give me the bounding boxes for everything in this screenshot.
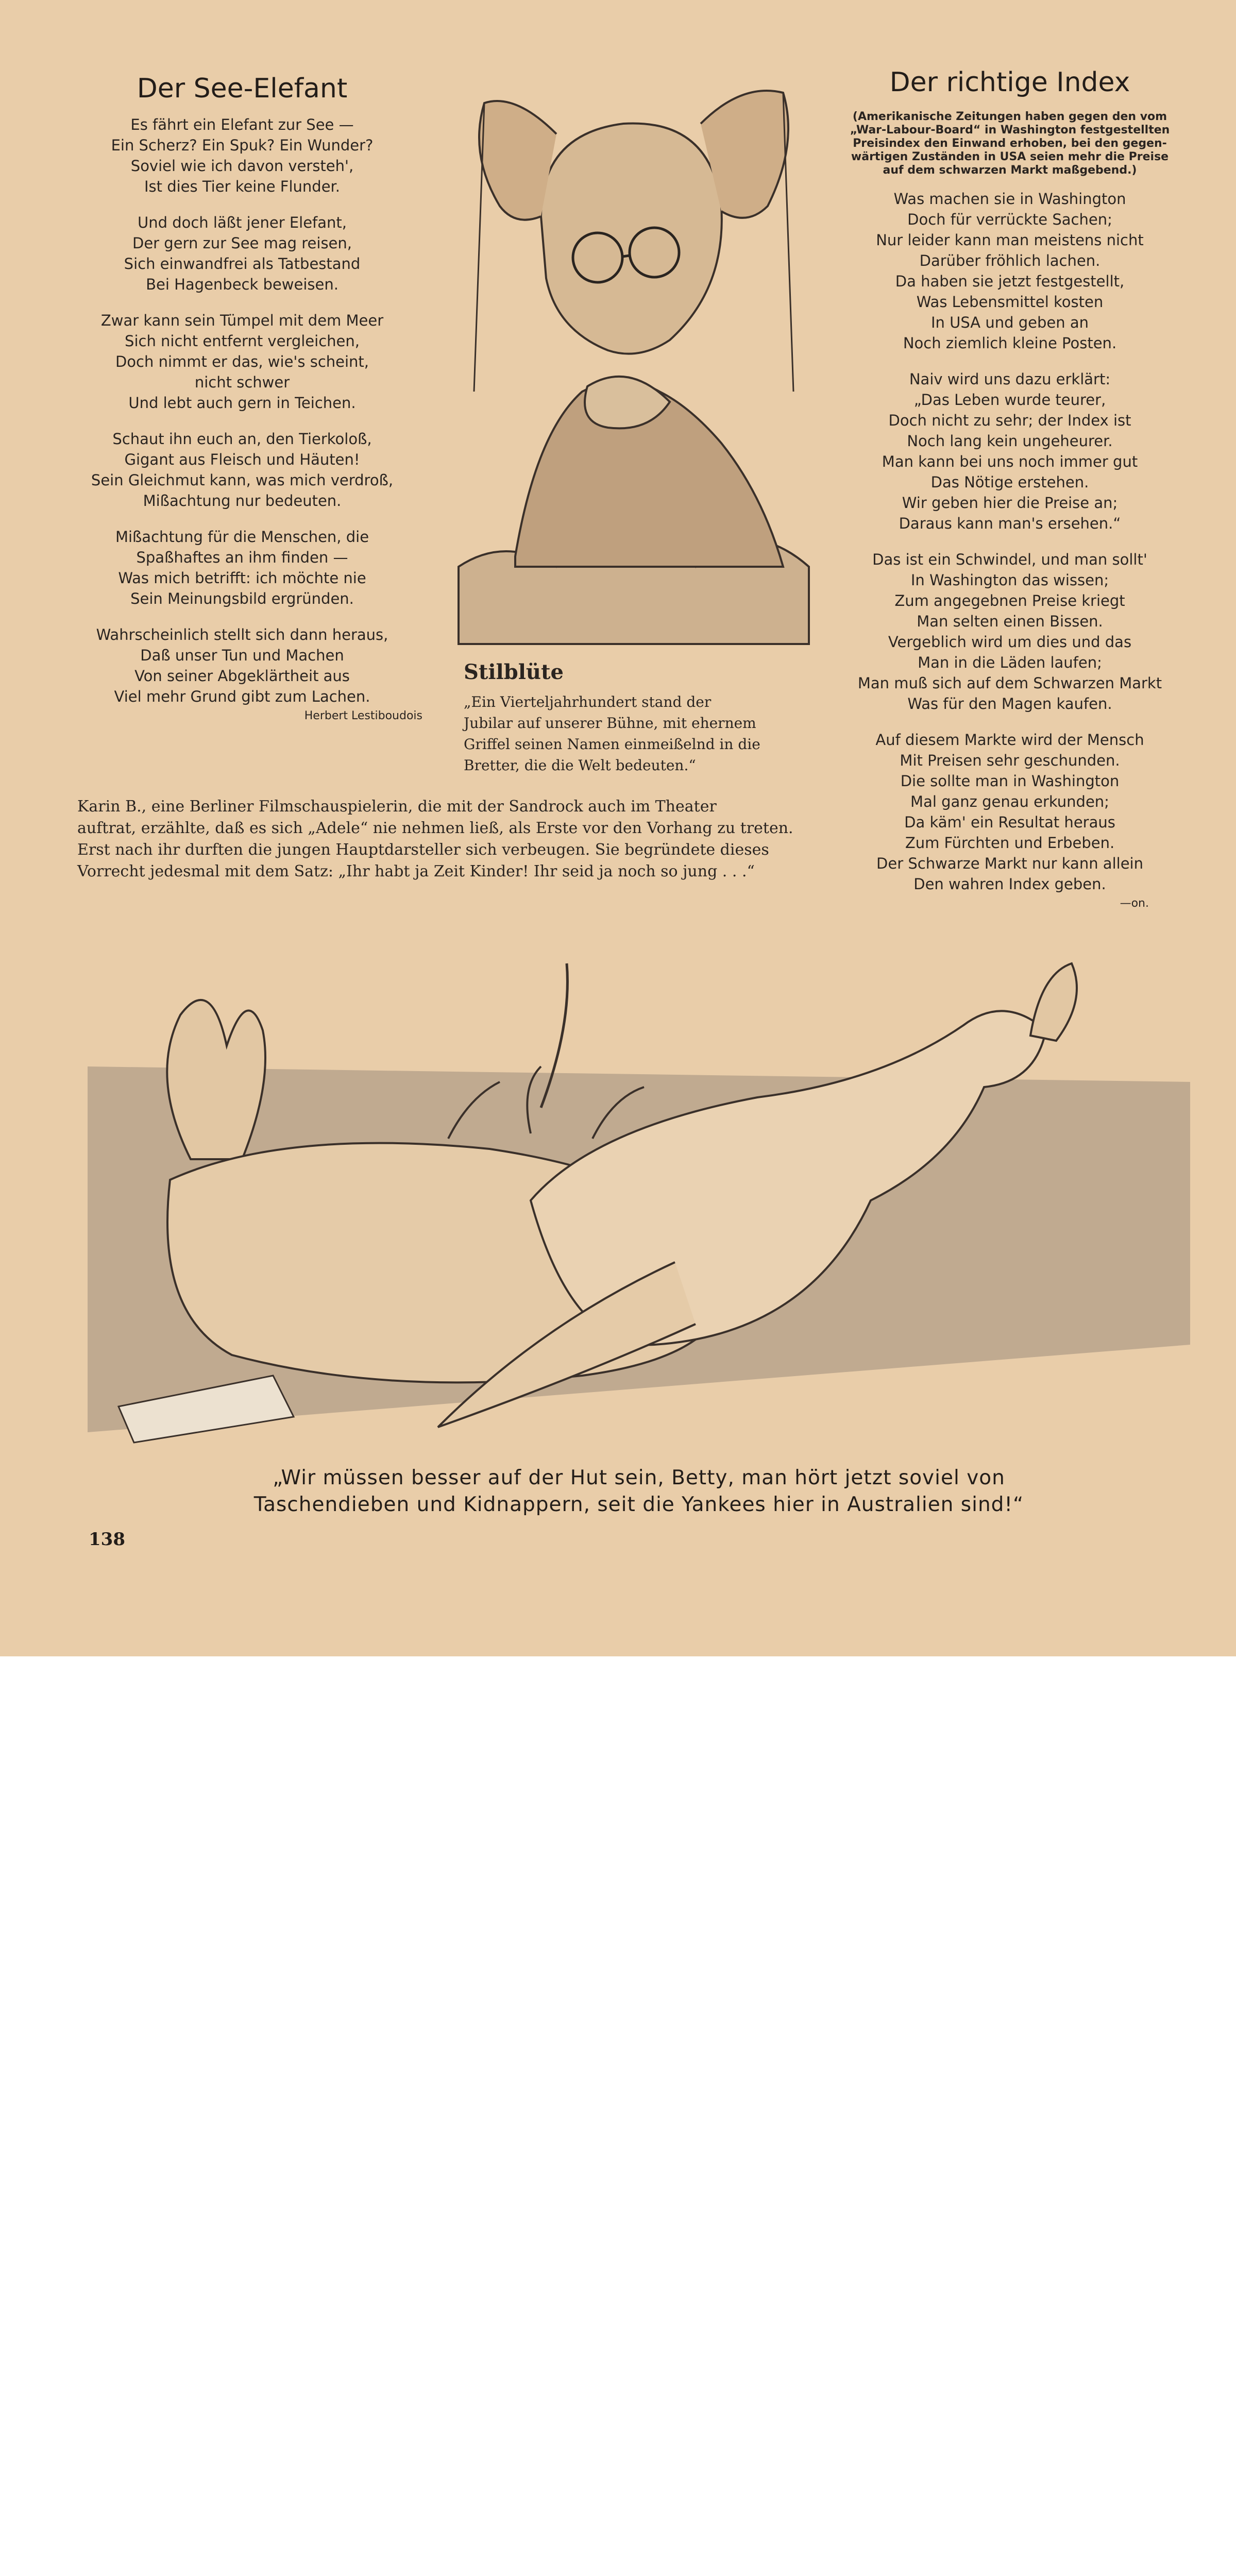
note-line: (Amerikanische Zeitungen haben gegen den vom [852, 110, 1167, 123]
poem-line: Mit Preisen sehr geschunden. [900, 752, 1120, 769]
poem-line: Spaßhaftes an ihm finden — [136, 549, 348, 566]
poem-line: Nur leider kann man meistens nicht [876, 231, 1144, 249]
poem-line: Ein Scherz? Ein Spuk? Ein Wunder? [111, 137, 374, 154]
anecdote-line: Karin B., eine Berliner Filmschauspielerin, die mit der Sandrock auch im Theater [77, 798, 717, 816]
poem-line: Daraus kann man's ersehen.“ [899, 515, 1121, 532]
poem-line: nicht schwer [194, 374, 290, 391]
right-poem-note [840, 110, 1180, 177]
poem-line: Was für den Magen kaufen. [907, 695, 1112, 713]
stilbluete-title: Stilblüte [464, 660, 564, 684]
right-poem-stanzas [840, 189, 1180, 894]
poem-line: Wir geben hier die Preise an; [902, 494, 1118, 512]
poem-line: Man muß sich auf dem Schwarzen Markt [857, 674, 1162, 692]
poem-stanza [62, 527, 422, 609]
poem-line: Die sollte man in Washington [900, 772, 1120, 790]
poem-line: Von seiner Abgeklärtheit aus [134, 667, 350, 685]
poem-stanza [62, 212, 422, 295]
poem-line: Doch nimmt er das, wie's scheint, [115, 353, 369, 370]
stilbluete-line: Griffel seinen Namen einmeißelnd in die [464, 736, 760, 753]
stilbluete-section [464, 659, 804, 776]
poem-stanza [62, 624, 422, 707]
note-line: Preisindex den Einwand erhoben, bei den gegen- [853, 137, 1167, 150]
poem-line: Daß unser Tun und Machen [140, 647, 344, 664]
poem-line: Den wahren Index geben. [913, 875, 1106, 893]
poem-line: Naiv wird uns dazu erklärt: [909, 370, 1111, 388]
poem-line: Sich einwandfrei als Tatbestand [124, 255, 361, 273]
poem-line: Ist dies Tier keine Flunder. [144, 178, 341, 195]
poem-line: Soviel wie ich davon versteh', [130, 157, 354, 175]
poem-line: Sein Gleichmut kann, was mich verdroß, [91, 471, 394, 489]
poem-line: Bei Hagenbeck beweisen. [146, 276, 338, 293]
poem-line: Noch ziemlich kleine Posten. [903, 334, 1117, 352]
stilbluete-line: „Ein Vierteljahrhundert stand der [464, 693, 712, 710]
poem-stanza [840, 189, 1180, 353]
anecdote-line: Erst nach ihr durften die jungen Hauptdarsteller sich verbeugen. Sie begründete dieses [77, 841, 769, 859]
poem-stanza [62, 310, 422, 413]
poem-line: Und lebt auch gern in Teichen. [128, 394, 356, 412]
poem-line: Sich nicht entfernt vergleichen, [125, 332, 360, 350]
poem-line: Was machen sie in Washington [893, 190, 1126, 208]
poem-line: Mal ganz genau erkunden; [910, 793, 1109, 810]
poem-line: Der gern zur See mag reisen, [132, 234, 352, 252]
poem-line: Noch lang kein ungeheurer. [907, 432, 1113, 450]
poem-line: Und doch läßt jener Elefant, [137, 214, 347, 231]
poem-stanza [62, 114, 422, 197]
caption-line-1: „Wir müssen besser auf der Hut sein, Betty, man hört jetzt soviel von [273, 1466, 1005, 1489]
poem-line: Zum Fürchten und Erbeben. [905, 834, 1115, 852]
poem-line: Man selten einen Bissen. [917, 613, 1103, 630]
left-poem [62, 72, 422, 723]
right-poem-author: —on. [1120, 897, 1149, 910]
note-line: auf dem schwarzen Markt maßgebend.) [883, 164, 1137, 177]
poem-line: In USA und geben an [930, 314, 1089, 331]
poem-line: Schaut ihn euch an, den Tierkoloß, [112, 430, 372, 448]
poem-stanza [62, 429, 422, 511]
poem-line: Wahrscheinlich stellt sich dann heraus, [96, 626, 388, 643]
poem-line: Mißachtung für die Menschen, die [115, 528, 369, 546]
note-line: „War-Labour-Board“ in Washington festgestellten [850, 124, 1170, 137]
page-number: 138 [89, 1529, 125, 1550]
poem-line: Zwar kann sein Tümpel mit dem Meer [100, 312, 384, 329]
note-line: wärtigen Zuständen in USA seien mehr die Preise [851, 150, 1169, 163]
caption-line-2: Taschendieben und Kidnappern, seit die Yankees hier in Australien sind!“ [253, 1493, 1024, 1516]
poem-line: Man kann bei uns noch immer gut [882, 453, 1138, 470]
poem-line: Vergeblich wird um dies und das [888, 633, 1132, 651]
stilbluete-line: Jubilar auf unserer Bühne, mit ehernem [464, 715, 756, 732]
poem-line: Gigant aus Fleisch und Häuten! [124, 451, 360, 468]
poem-line: Mißachtung nur bedeuten. [143, 492, 342, 510]
kangaroo-illustration [77, 912, 1206, 1458]
poem-line: Da haben sie jetzt festgestellt, [895, 273, 1125, 290]
stilbluete-text [464, 691, 804, 776]
left-poem-stanzas [62, 114, 422, 707]
poem-line: Es fährt ein Elefant zur See — [130, 116, 354, 133]
poem-line: „Das Leben wurde teurer, [913, 391, 1106, 409]
cartoon-caption [227, 1465, 1051, 1518]
poem-line: Da käm' ein Resultat heraus [904, 814, 1115, 831]
poem-line: Sein Meinungsbild ergründen. [130, 590, 354, 607]
poem-line: Doch nicht zu sehr; der Index ist [888, 412, 1131, 429]
stilbluete-line: Bretter, die die Welt bedeuten.“ [464, 757, 696, 774]
anecdote-paragraph [77, 796, 799, 883]
anecdote-line: auftrat, erzählte, daß es sich „Adele“ nie nehmen ließ, als Erste vor den Vorhang zu treten. [77, 819, 793, 837]
caricature-illustration [453, 72, 814, 649]
poem-line: Auf diesem Markte wird der Mensch [875, 731, 1144, 749]
poem-line: Man in die Läden laufen; [918, 654, 1102, 671]
poem-stanza [840, 730, 1180, 894]
left-poem-author: Herbert Lestiboudois [304, 709, 422, 722]
poem-line: Was mich betrifft: ich möchte nie [118, 569, 366, 587]
poem-line: Doch für verrückte Sachen; [907, 211, 1112, 228]
footer-bar [0, 1656, 1236, 1754]
poem-line: Darüber fröhlich lachen. [919, 252, 1100, 269]
poem-line: In Washington das wissen; [910, 571, 1109, 589]
poem-line: Das Nötige erstehen. [930, 473, 1089, 491]
poem-stanza [840, 369, 1180, 534]
left-poem-title: Der See-Elefant [137, 73, 348, 104]
poem-stanza [840, 549, 1180, 714]
poem-line: Viel mehr Grund gibt zum Lachen. [114, 688, 370, 705]
right-poem [840, 66, 1180, 911]
poem-line: Der Schwarze Markt nur kann allein [876, 855, 1143, 872]
poem-line: Zum angegebnen Preise kriegt [894, 592, 1125, 609]
right-poem-title: Der richtige Index [889, 67, 1130, 98]
anecdote-line: Vorrecht jedesmal mit dem Satz: „Ihr habt ja Zeit Kinder! Ihr seid ja noch so jung . . .“ [77, 862, 755, 880]
poem-line: Das ist ein Schwindel, und man sollt' [872, 551, 1147, 568]
poem-line: Was Lebensmittel kosten [916, 293, 1104, 311]
